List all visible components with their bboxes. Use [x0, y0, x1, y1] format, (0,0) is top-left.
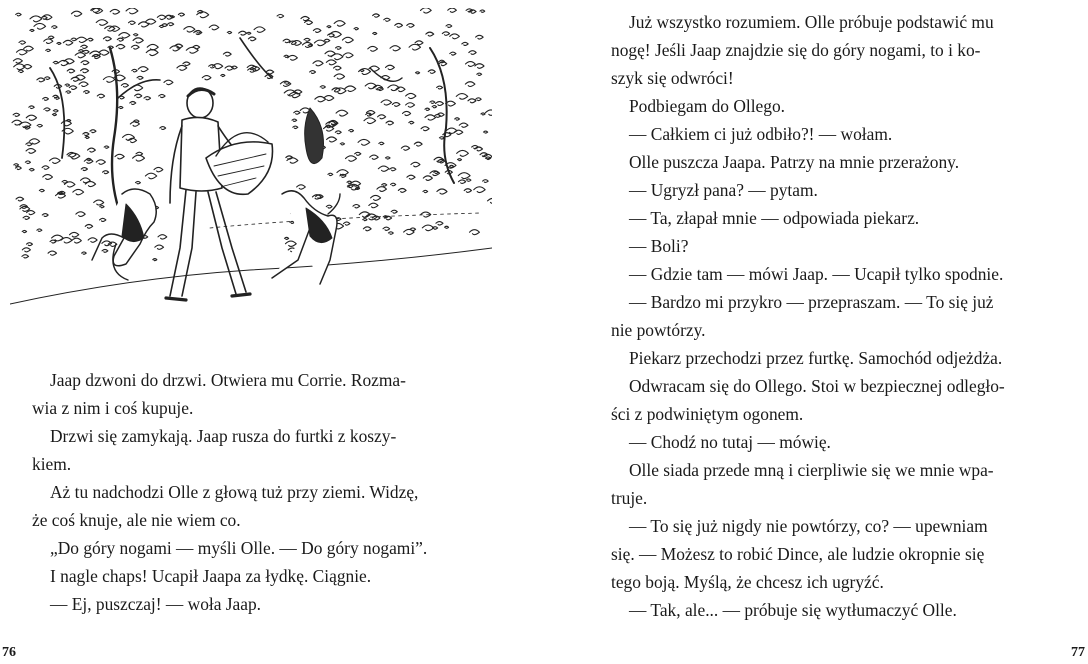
- text-line: Odwracam się do Ollego. Stoi w bezpiecznej odległo-: [629, 376, 1005, 396]
- text-line: — Ugryzł pana? — pytam.: [629, 180, 818, 200]
- left-page-number: 76: [2, 645, 16, 660]
- text-line: truje.: [611, 488, 648, 508]
- left-page-text: [32, 366, 477, 618]
- text-line: wia z nim i coś kupuje.: [32, 398, 194, 418]
- text-line: Drzwi się zamykają. Jaap rusza do furtki z koszy-: [50, 426, 397, 446]
- text-line: Już wszystko rozumiem. Olle próbuje podstawić mu: [629, 12, 994, 32]
- text-line: — To się już nigdy nie powtórzy, co? — upewniam: [629, 516, 988, 536]
- text-line: — Tak, ale... — próbuje się wytłumaczyć Olle.: [629, 600, 957, 620]
- text-line: Piekarz przechodzi przez furtkę. Samochód odjeżdża.: [629, 348, 1003, 368]
- text-line: — Całkiem ci już odbiło?! — wołam.: [629, 124, 893, 144]
- text-line: „Do góry nogami — myśli Olle. — Do góry nogami”.: [50, 538, 428, 558]
- text-line: kiem.: [32, 454, 72, 474]
- text-line: się. — Możesz to robić Dince, ale ludzie okropnie się: [611, 544, 985, 564]
- text-line: nie powtórzy.: [611, 320, 706, 340]
- right-page-text: [611, 8, 1064, 624]
- text-line: — Gdzie tam — mówi Jaap. — Ucapił tylko spodnie.: [629, 264, 1004, 284]
- text-line: Olle puszcza Jaapa. Patrzy na mnie przerażony.: [629, 152, 960, 172]
- text-line: — Boli?: [629, 236, 689, 256]
- text-line: że coś knuje, ale nie wiem co.: [32, 510, 241, 530]
- text-line: — Bardzo mi przykro — przepraszam. — To się już: [629, 292, 994, 312]
- text-line: Olle siada przede mną i cierpliwie się we mnie wpa-: [629, 460, 994, 480]
- text-line: szyk się odwróci!: [611, 68, 734, 88]
- text-line: Podbiegam do Ollego.: [629, 96, 786, 116]
- right-page-number: 77: [1071, 645, 1085, 660]
- illustration-baker-with-dogs: [10, 8, 492, 310]
- text-line: Jaap dzwoni do drzwi. Otwiera mu Corrie. Rozma-: [50, 370, 406, 390]
- text-line: ści z podwiniętym ogonem.: [611, 404, 804, 424]
- text-line: — Chodź no tutaj — mówię.: [629, 432, 831, 452]
- text-line: I nagle chaps! Ucapił Jaapa za łydkę. Ciągnie.: [50, 566, 372, 586]
- text-line: nogę! Jeśli Jaap znajdzie się do góry nogami, to i ko-: [611, 40, 981, 60]
- text-line: Aż tu nadchodzi Olle z głową tuż przy ziemi. Widzę,: [50, 482, 419, 502]
- text-line: — Ej, puszczaj! — woła Jaap.: [50, 594, 262, 614]
- text-line: — Ta, złapał mnie — odpowiada piekarz.: [629, 208, 920, 228]
- text-line: tego boją. Myślą, że chcesz ich ugryźć.: [611, 572, 884, 592]
